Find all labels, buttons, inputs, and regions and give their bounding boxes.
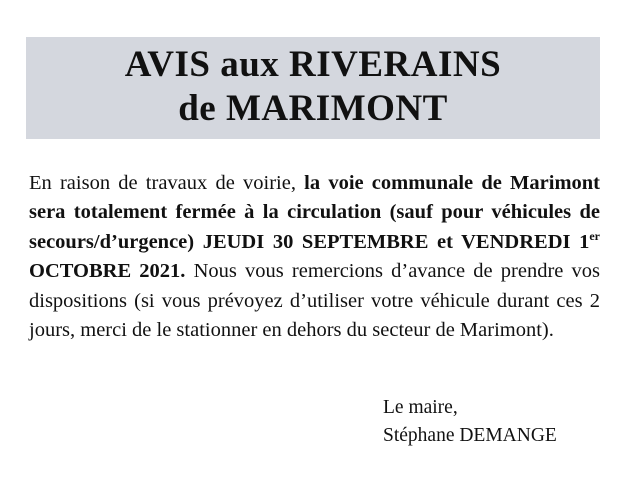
notice-intro: En raison de travaux de voirie, — [29, 172, 305, 194]
notice-closure-end: OCTOBRE 2021. — [29, 260, 186, 283]
notice-title-line-1: AVIS aux RIVERAINS — [124, 44, 502, 85]
notice-closure-text: la voie communale de Marimont sera totalement fermée à la circulation (sauf pour véhicules de secours/d’urgence) JEUDI 30 SEPTEMBRE et VENDREDI 1 — [29, 172, 600, 253]
notice-title-line-2: de MARIMONT — [178, 88, 448, 129]
notice-ordinal-suffix: er — [589, 228, 600, 243]
signature-role: Le maire, — [383, 397, 458, 418]
notice-body — [29, 169, 600, 345]
notice-request: Nous vous remercions d’avance de prendre vos dispositions (si vous prévoyez d’utiliser votre véhicule durant ces 2 jours, merci de le stationner en dehors du secteur de Marimont). — [29, 260, 600, 342]
notice-title-banner — [26, 37, 600, 139]
signature-name: Stéphane DEMANGE — [383, 425, 557, 446]
signature-block — [383, 394, 557, 450]
